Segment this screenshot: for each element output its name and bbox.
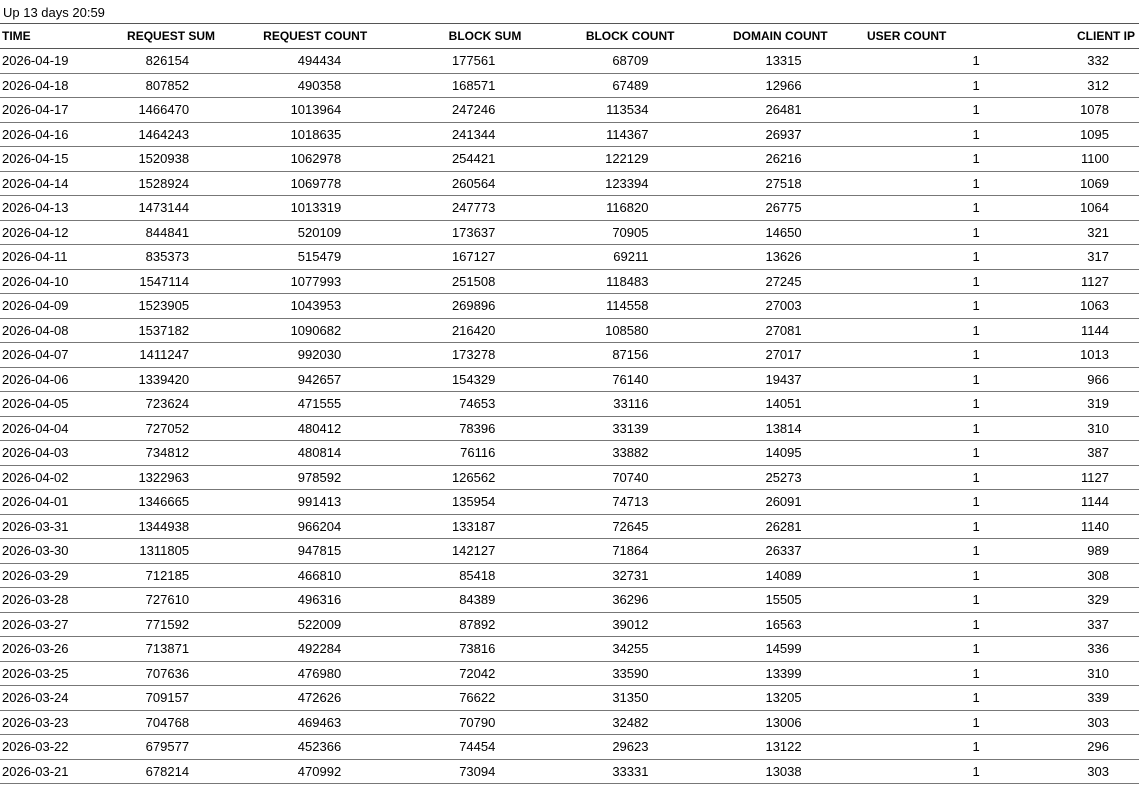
cell-block-count: 32731 — [612, 567, 649, 583]
cell-request-count: 520109 — [297, 224, 342, 240]
cell-request-count: 466810 — [297, 567, 342, 583]
header-domain-count: DOMAIN COUNT — [732, 29, 828, 43]
cell-block-sum: 135954 — [451, 494, 496, 510]
cell-domain-count: 13626 — [765, 249, 802, 265]
cell-client-ip: 310 — [1087, 665, 1109, 681]
cell-domain-count: 25273 — [765, 469, 802, 485]
header-request-count: REQUEST COUNT — [263, 29, 368, 43]
cell-time: 2026-04-13 — [2, 200, 69, 216]
table-row — [0, 245, 1139, 270]
cell-time: 2026-03-24 — [2, 690, 69, 706]
cell-domain-count: 14089 — [765, 567, 802, 583]
cell-block-count: 29623 — [612, 739, 649, 755]
cell-request-sum: 1473144 — [138, 200, 190, 216]
cell-request-sum: 1311805 — [139, 543, 190, 559]
cell-request-count: 476980 — [297, 665, 342, 681]
cell-user-count: 1 — [972, 763, 980, 779]
cell-user-count: 1 — [972, 641, 980, 657]
table-row — [0, 392, 1139, 417]
cell-domain-count: 13205 — [765, 690, 802, 706]
cell-block-sum: 85418 — [459, 567, 496, 583]
cell-request-count: 1043953 — [290, 298, 342, 314]
cell-time: 2026-03-26 — [2, 641, 69, 657]
table-row — [0, 294, 1139, 319]
cell-domain-count: 13006 — [765, 714, 802, 730]
cell-domain-count: 13038 — [765, 763, 802, 779]
cell-domain-count: 13122 — [765, 739, 802, 755]
cell-client-ip: 312 — [1087, 77, 1109, 93]
cell-user-count: 1 — [972, 616, 980, 632]
cell-block-sum: 173278 — [451, 347, 496, 363]
cell-block-count: 67489 — [612, 77, 649, 93]
cell-domain-count: 12966 — [765, 77, 802, 93]
cell-block-sum: 73816 — [459, 641, 496, 657]
header-row — [0, 24, 1139, 49]
cell-user-count: 1 — [972, 273, 980, 289]
cell-client-ip: 332 — [1087, 53, 1109, 69]
cell-request-sum: 1528924 — [138, 175, 190, 191]
cell-client-ip: 317 — [1087, 249, 1109, 265]
cell-domain-count: 27017 — [765, 347, 802, 363]
cell-request-sum: 1322963 — [138, 469, 190, 485]
cell-block-count: 122129 — [605, 151, 649, 167]
cell-request-count: 978592 — [297, 469, 342, 485]
cell-client-ip: 1013 — [1080, 347, 1109, 363]
cell-time: 2026-03-28 — [2, 592, 69, 608]
cell-block-count: 33139 — [612, 420, 649, 436]
header-time: TIME — [2, 29, 31, 43]
header-client-ip: CLIENT IP — [1076, 29, 1135, 43]
cell-client-ip: 1144 — [1081, 322, 1109, 338]
cell-domain-count: 14650 — [765, 224, 802, 240]
cell-domain-count: 19437 — [765, 371, 802, 387]
cell-user-count: 1 — [972, 224, 980, 240]
cell-time: 2026-03-27 — [2, 616, 69, 632]
cell-request-count: 496316 — [297, 592, 342, 608]
cell-time: 2026-04-07 — [2, 347, 69, 363]
cell-block-count: 123394 — [605, 175, 649, 191]
cell-client-ip: 1064 — [1080, 200, 1109, 216]
cell-request-sum: 844841 — [145, 224, 190, 240]
cell-request-sum: 713871 — [145, 641, 190, 657]
cell-request-count: 480412 — [297, 420, 342, 436]
cell-block-count: 108580 — [605, 322, 649, 338]
cell-block-count: 113534 — [606, 102, 649, 118]
cell-time: 2026-04-03 — [2, 445, 69, 461]
table-row — [0, 98, 1139, 123]
cell-request-sum: 679577 — [145, 739, 190, 755]
cell-request-count: 452366 — [297, 739, 342, 755]
cell-time: 2026-04-09 — [2, 298, 69, 314]
table-body — [0, 49, 1139, 784]
cell-user-count: 1 — [972, 739, 980, 755]
cell-block-count: 71864 — [612, 543, 649, 559]
cell-client-ip: 1127 — [1081, 469, 1109, 485]
cell-request-count: 1062978 — [290, 151, 342, 167]
cell-time: 2026-04-18 — [2, 77, 69, 93]
header-block-count: BLOCK COUNT — [585, 29, 675, 43]
cell-client-ip: 1144 — [1081, 494, 1109, 510]
cell-client-ip: 310 — [1087, 420, 1109, 436]
cell-request-count: 522009 — [297, 616, 342, 632]
cell-block-sum: 84389 — [459, 592, 496, 608]
table-row — [0, 539, 1139, 564]
cell-request-count: 1018635 — [290, 126, 342, 142]
cell-request-sum: 1411247 — [139, 347, 190, 363]
cell-block-sum: 70790 — [459, 714, 496, 730]
cell-time: 2026-04-12 — [2, 224, 69, 240]
cell-block-sum: 168571 — [451, 77, 496, 93]
table-row — [0, 563, 1139, 588]
cell-domain-count: 13315 — [765, 53, 802, 69]
cell-time: 2026-03-25 — [2, 665, 69, 681]
cell-block-sum: 87892 — [459, 616, 496, 632]
cell-block-count: 39012 — [612, 616, 649, 632]
cell-block-sum: 247246 — [451, 102, 496, 118]
cell-domain-count: 26337 — [765, 543, 802, 559]
cell-time: 2026-04-05 — [2, 396, 69, 412]
cell-block-count: 87156 — [612, 347, 649, 363]
cell-domain-count: 26481 — [765, 102, 802, 118]
table-row — [0, 171, 1139, 196]
cell-client-ip: 1095 — [1080, 126, 1109, 142]
cell-domain-count: 27081 — [765, 322, 802, 338]
table-row — [0, 735, 1139, 760]
cell-user-count: 1 — [972, 665, 980, 681]
cell-request-sum: 709157 — [145, 690, 190, 706]
cell-request-sum: 835373 — [145, 249, 190, 265]
cell-block-count: 114558 — [606, 298, 649, 314]
cell-user-count: 1 — [972, 420, 980, 436]
cell-block-count: 116820 — [606, 200, 649, 216]
cell-time: 2026-04-17 — [2, 102, 69, 118]
cell-block-count: 76140 — [612, 371, 649, 387]
cell-domain-count: 26091 — [765, 494, 802, 510]
cell-request-count: 991413 — [297, 494, 342, 510]
cell-block-count: 33882 — [612, 445, 649, 461]
cell-client-ip: 387 — [1087, 445, 1109, 461]
cell-block-sum: 72042 — [459, 665, 496, 681]
cell-request-count: 470992 — [297, 763, 342, 779]
cell-request-sum: 1537182 — [138, 322, 190, 338]
table-row — [0, 686, 1139, 711]
table-row — [0, 122, 1139, 147]
cell-time: 2026-03-23 — [2, 714, 69, 730]
cell-request-count: 1013964 — [290, 102, 342, 118]
cell-domain-count: 13399 — [765, 665, 802, 681]
cell-user-count: 1 — [972, 347, 980, 363]
cell-client-ip: 339 — [1087, 690, 1109, 706]
cell-time: 2026-03-29 — [2, 567, 69, 583]
cell-request-count: 1069778 — [290, 175, 342, 191]
cell-domain-count: 27245 — [765, 273, 802, 289]
cell-request-count: 492284 — [297, 641, 342, 657]
cell-request-count: 1077993 — [290, 273, 342, 289]
cell-block-count: 33331 — [612, 763, 649, 779]
header-block-sum: BLOCK SUM — [448, 29, 522, 43]
cell-domain-count: 14051 — [765, 396, 802, 412]
cell-block-sum: 260564 — [451, 175, 496, 191]
cell-request-sum: 826154 — [145, 53, 190, 69]
cell-user-count: 1 — [972, 298, 980, 314]
table-row — [0, 588, 1139, 613]
cell-domain-count: 27518 — [765, 175, 802, 191]
cell-block-sum: 74653 — [459, 396, 496, 412]
cell-block-count: 33116 — [613, 396, 649, 412]
table-row — [0, 196, 1139, 221]
cell-block-sum: 78396 — [459, 420, 496, 436]
cell-time: 2026-04-19 — [2, 53, 69, 69]
cell-block-count: 36296 — [612, 592, 649, 608]
header-request-sum: REQUEST SUM — [127, 29, 216, 43]
cell-block-count: 69211 — [613, 249, 649, 265]
table-row — [0, 514, 1139, 539]
cell-block-count: 70740 — [612, 469, 649, 485]
cell-client-ip: 321 — [1087, 224, 1109, 240]
cell-user-count: 1 — [972, 592, 980, 608]
cell-request-sum: 771592 — [145, 616, 190, 632]
cell-block-sum: 154329 — [451, 371, 496, 387]
cell-request-count: 472626 — [297, 690, 342, 706]
cell-request-count: 1090682 — [290, 322, 342, 338]
cell-block-count: 74713 — [612, 494, 649, 510]
cell-request-count: 942657 — [297, 371, 342, 387]
cell-request-sum: 1339420 — [138, 371, 190, 387]
cell-block-sum: 269896 — [451, 298, 496, 314]
cell-time: 2026-03-31 — [2, 518, 69, 534]
table-row — [0, 220, 1139, 245]
cell-request-sum: 712185 — [145, 567, 190, 583]
cell-request-count: 515479 — [297, 249, 342, 265]
cell-time: 2026-03-22 — [2, 739, 69, 755]
cell-domain-count: 26281 — [765, 518, 802, 534]
table-row — [0, 343, 1139, 368]
cell-client-ip: 303 — [1087, 763, 1109, 779]
cell-user-count: 1 — [972, 322, 980, 338]
cell-block-count: 33590 — [612, 665, 649, 681]
cell-client-ip: 1100 — [1081, 151, 1109, 167]
cell-user-count: 1 — [972, 518, 980, 534]
table-row — [0, 637, 1139, 662]
cell-user-count: 1 — [972, 543, 980, 559]
cell-domain-count: 13814 — [765, 420, 802, 436]
cell-request-count: 480814 — [297, 445, 342, 461]
cell-request-sum: 1346665 — [138, 494, 190, 510]
uptime-status: Up 13 days 20:59 — [3, 5, 105, 20]
cell-block-count: 68709 — [612, 53, 649, 69]
cell-request-sum: 1466470 — [138, 102, 190, 118]
cell-time: 2026-03-21 — [2, 763, 69, 779]
cell-time: 2026-04-01 — [2, 494, 69, 510]
cell-block-sum: 142127 — [451, 543, 496, 559]
table-row — [0, 367, 1139, 392]
table-row — [0, 147, 1139, 172]
cell-domain-count: 26937 — [765, 126, 802, 142]
cell-client-ip: 296 — [1087, 739, 1109, 755]
cell-user-count: 1 — [972, 494, 980, 510]
cell-client-ip: 336 — [1087, 641, 1109, 657]
cell-user-count: 1 — [972, 200, 980, 216]
cell-time: 2026-04-10 — [2, 273, 69, 289]
cell-time: 2026-04-06 — [2, 371, 69, 387]
header-user-count: USER COUNT — [867, 29, 947, 43]
cell-client-ip: 1078 — [1080, 102, 1109, 118]
cell-request-sum: 723624 — [145, 396, 190, 412]
cell-user-count: 1 — [972, 102, 980, 118]
cell-client-ip: 308 — [1087, 567, 1109, 583]
cell-request-sum: 807852 — [145, 77, 190, 93]
cell-user-count: 1 — [972, 53, 980, 69]
cell-block-sum: 173637 — [451, 224, 496, 240]
cell-client-ip: 319 — [1087, 396, 1109, 412]
cell-time: 2026-03-30 — [2, 543, 69, 559]
daily-stats-table — [0, 23, 1139, 784]
cell-block-sum: 76622 — [459, 690, 496, 706]
table-header — [0, 24, 1139, 49]
cell-request-count: 966204 — [297, 518, 342, 534]
cell-block-sum: 76116 — [460, 445, 496, 461]
cell-request-sum: 1344938 — [138, 518, 190, 534]
cell-client-ip: 966 — [1087, 371, 1109, 387]
cell-time: 2026-04-16 — [2, 126, 69, 142]
cell-user-count: 1 — [972, 126, 980, 142]
cell-request-count: 490358 — [297, 77, 342, 93]
cell-block-sum: 133187 — [451, 518, 496, 534]
cell-client-ip: 303 — [1087, 714, 1109, 730]
table-row — [0, 490, 1139, 515]
table-row — [0, 661, 1139, 686]
cell-request-count: 992030 — [297, 347, 342, 363]
cell-request-count: 471555 — [297, 396, 342, 412]
cell-time: 2026-04-08 — [2, 322, 69, 338]
table-row — [0, 612, 1139, 637]
cell-block-count: 114367 — [606, 126, 649, 142]
cell-domain-count: 27003 — [765, 298, 802, 314]
cell-client-ip: 1069 — [1080, 175, 1109, 191]
cell-domain-count: 26216 — [765, 151, 802, 167]
cell-request-sum: 1520938 — [138, 151, 190, 167]
cell-client-ip: 329 — [1087, 592, 1109, 608]
cell-request-count: 947815 — [297, 543, 342, 559]
cell-block-count: 118483 — [606, 273, 649, 289]
cell-client-ip: 337 — [1087, 616, 1109, 632]
cell-user-count: 1 — [972, 714, 980, 730]
cell-domain-count: 26775 — [765, 200, 802, 216]
cell-client-ip: 989 — [1087, 543, 1109, 559]
cell-block-count: 70905 — [612, 224, 649, 240]
cell-user-count: 1 — [972, 77, 980, 93]
cell-time: 2026-04-15 — [2, 151, 69, 167]
cell-block-count: 34255 — [612, 641, 649, 657]
cell-client-ip: 1140 — [1081, 518, 1109, 534]
cell-block-count: 32482 — [612, 714, 649, 730]
cell-block-sum: 177561 — [451, 53, 496, 69]
cell-block-sum: 251508 — [451, 273, 496, 289]
cell-user-count: 1 — [972, 371, 980, 387]
cell-domain-count: 14599 — [765, 641, 802, 657]
cell-request-sum: 734812 — [145, 445, 190, 461]
cell-request-sum: 727052 — [145, 420, 190, 436]
cell-domain-count: 14095 — [765, 445, 802, 461]
cell-time: 2026-04-02 — [2, 469, 69, 485]
cell-user-count: 1 — [972, 469, 980, 485]
cell-time: 2026-04-11 — [2, 249, 68, 265]
cell-block-sum: 216420 — [451, 322, 496, 338]
cell-block-count: 31350 — [612, 690, 649, 706]
cell-domain-count: 15505 — [765, 592, 802, 608]
cell-time: 2026-04-04 — [2, 420, 69, 436]
cell-request-sum: 678214 — [145, 763, 190, 779]
cell-request-sum: 704768 — [145, 714, 190, 730]
cell-user-count: 1 — [972, 567, 980, 583]
cell-request-sum: 1547114 — [139, 273, 190, 289]
cell-user-count: 1 — [972, 396, 980, 412]
cell-time: 2026-04-14 — [2, 175, 69, 191]
cell-user-count: 1 — [972, 151, 980, 167]
table-row — [0, 465, 1139, 490]
cell-block-sum: 73094 — [459, 763, 496, 779]
cell-user-count: 1 — [972, 249, 980, 265]
cell-block-sum: 254421 — [451, 151, 496, 167]
cell-domain-count: 16563 — [765, 616, 802, 632]
cell-block-count: 72645 — [612, 518, 649, 534]
cell-block-sum: 74454 — [459, 739, 496, 755]
cell-block-sum: 167127 — [451, 249, 496, 265]
cell-user-count: 1 — [972, 445, 980, 461]
cell-block-sum: 241344 — [451, 126, 496, 142]
cell-request-count: 469463 — [297, 714, 342, 730]
table-row — [0, 441, 1139, 466]
cell-user-count: 1 — [972, 175, 980, 191]
cell-request-count: 1013319 — [290, 200, 342, 216]
cell-request-sum: 1464243 — [138, 126, 190, 142]
cell-request-sum: 707636 — [145, 665, 190, 681]
cell-client-ip: 1127 — [1081, 273, 1109, 289]
table-row — [0, 318, 1139, 343]
table-row — [0, 269, 1139, 294]
cell-block-sum: 126562 — [451, 469, 496, 485]
table-row — [0, 759, 1139, 784]
cell-request-sum: 727610 — [145, 592, 190, 608]
cell-block-sum: 247773 — [451, 200, 496, 216]
table-row — [0, 73, 1139, 98]
table-row — [0, 710, 1139, 735]
cell-request-sum: 1523905 — [138, 298, 190, 314]
cell-client-ip: 1063 — [1080, 298, 1109, 314]
table-row — [0, 49, 1139, 74]
table-row — [0, 416, 1139, 441]
cell-user-count: 1 — [972, 690, 980, 706]
cell-request-count: 494434 — [297, 53, 342, 69]
